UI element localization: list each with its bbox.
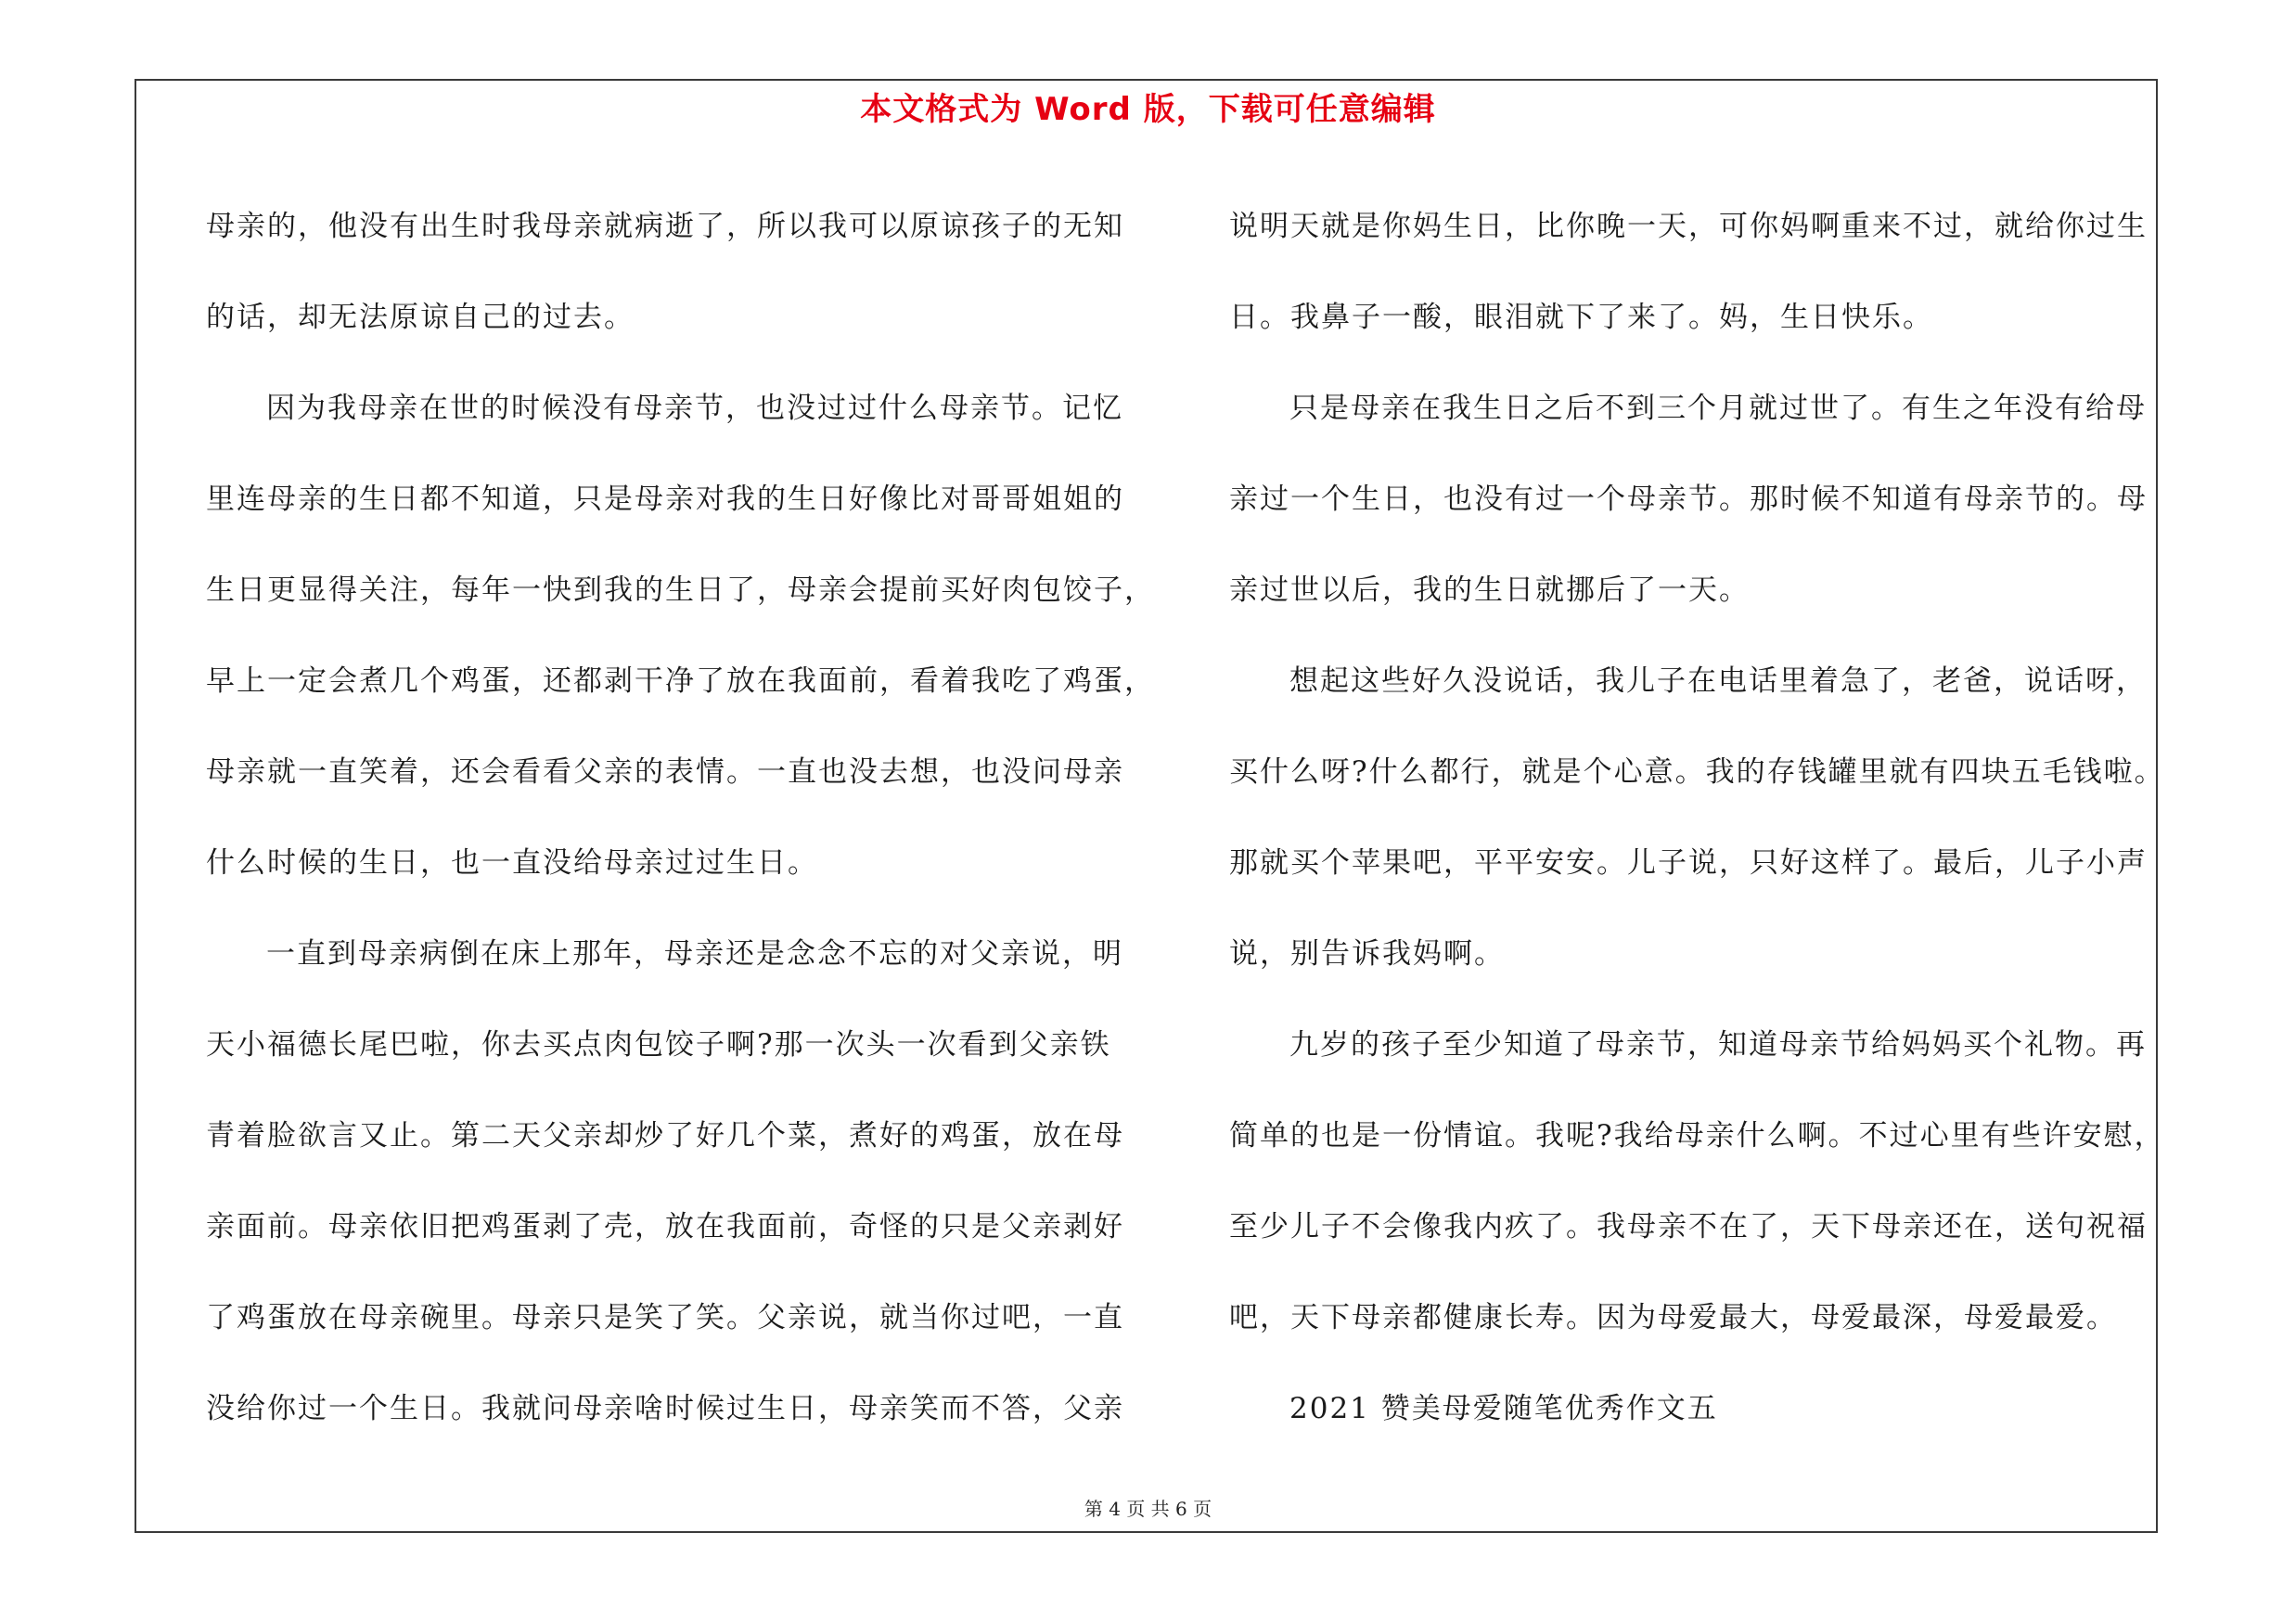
left-text-column xyxy=(206,181,1155,1454)
text-line: 亲过一个生日，也没有过一个母亲节。那时候不知道有母亲节的。母 xyxy=(1229,483,2148,516)
text-line: 日。我鼻子一酸，眼泪就下了来了。妈，生日快乐。 xyxy=(1229,301,1933,334)
text-line: 的话，却无法原谅自己的过去。 xyxy=(206,301,635,334)
text-line: 2021 赞美母爱随笔优秀作文五 xyxy=(1289,1392,1718,1425)
text-line: 生日更显得关注，每年一快到我的生日了，母亲会提前买好肉包饺子， xyxy=(206,573,1155,607)
text-line: 说，别告诉我妈啊。 xyxy=(1229,937,1505,971)
text-line: 简单的也是一份情谊。我呢?我给母亲什么啊。不过心里有些许安慰， xyxy=(1229,1119,2165,1153)
text-line: 九岁的孩子至少知道了母亲节，知道母亲节给妈妈买个礼物。再 xyxy=(1289,1028,2147,1062)
text-line: 那就买个苹果吧，平平安安。儿子说，只好这样了。最后，儿子小声 xyxy=(1229,846,2148,880)
page-number: 第 4 页 共 6 页 xyxy=(1084,1498,1212,1520)
text-line: 天小福德长尾巴啦，你去买点肉包饺子啊?那一次头一次看到父亲铁 xyxy=(206,1028,1111,1062)
right-text-column xyxy=(1229,181,2165,1454)
text-line: 因为我母亲在世的时候没有母亲节，也没过过什么母亲节。记忆 xyxy=(266,392,1123,425)
text-line: 一直到母亲病倒在床上那年，母亲还是念念不忘的对父亲说，明 xyxy=(266,937,1123,971)
text-line: 只是母亲在我生日之后不到三个月就过世了。有生之年没有给母 xyxy=(1289,392,2147,425)
text-line: 母亲就一直笑着，还会看看父亲的表情。一直也没去想，也没问母亲 xyxy=(206,755,1124,789)
text-line: 至少儿子不会像我内疚了。我母亲不在了，天下母亲还在，送句祝福 xyxy=(1229,1210,2148,1243)
text-line: 母亲的，他没有出生时我母亲就病逝了，所以我可以原谅孩子的无知 xyxy=(206,210,1124,243)
document-header: 本文格式为 Word 版，下载可任意编辑 xyxy=(860,91,1436,128)
text-line: 什么时候的生日，也一直没给母亲过过生日。 xyxy=(206,846,818,880)
text-line: 了鸡蛋放在母亲碗里。母亲只是笑了笑。父亲说，就当你过吧，一直 xyxy=(206,1301,1124,1334)
text-line: 吧，天下母亲都健康长寿。因为母爱最大，母爱最深，母爱最爱。 xyxy=(1229,1301,2117,1334)
text-line: 亲过世以后，我的生日就挪后了一天。 xyxy=(1229,573,1750,607)
text-line: 想起这些好久没说话，我儿子在电话里着急了，老爸，说话呀， xyxy=(1289,664,2147,698)
text-line: 没给你过一个生日。我就问母亲啥时候过生日，母亲笑而不答，父亲 xyxy=(206,1392,1124,1425)
text-line: 说明天就是你妈生日，比你晚一天，可你妈啊重来不过，就给你过生 xyxy=(1229,210,2148,243)
text-line: 青着脸欲言又止。第二天父亲却炒了好几个菜，煮好的鸡蛋，放在母 xyxy=(206,1119,1124,1153)
text-line: 买什么呀?什么都行，就是个心意。我的存钱罐里就有四块五毛钱啦。 xyxy=(1229,755,2165,789)
text-line: 早上一定会煮几个鸡蛋，还都剥干净了放在我面前，看着我吃了鸡蛋， xyxy=(206,664,1155,698)
text-line: 亲面前。母亲依旧把鸡蛋剥了壳，放在我面前，奇怪的只是父亲剥好 xyxy=(206,1210,1124,1243)
text-line: 里连母亲的生日都不知道，只是母亲对我的生日好像比对哥哥姐姐的 xyxy=(206,483,1124,516)
